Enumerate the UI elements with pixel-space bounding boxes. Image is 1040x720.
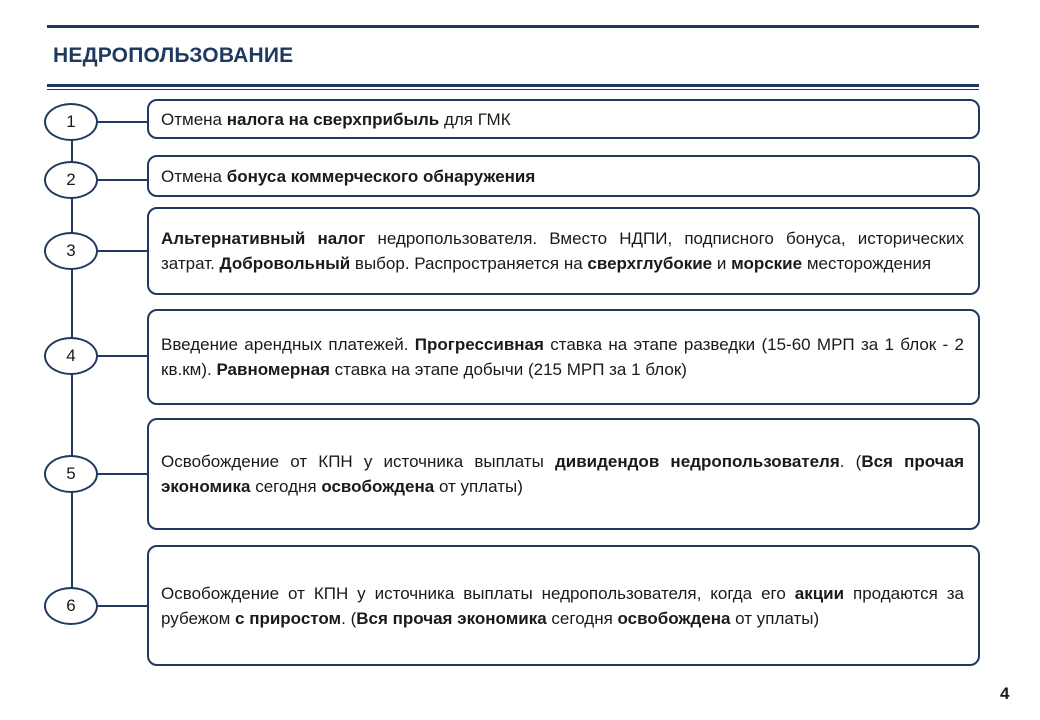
- connector-5: [98, 473, 148, 475]
- page-title: НЕДРОПОЛЬЗОВАНИЕ: [53, 44, 294, 67]
- text-run: Отмена: [161, 109, 227, 129]
- bold-run: дивидендов недропользователя: [554, 452, 840, 471]
- header-bottom-thin-rule: [47, 89, 979, 90]
- bold-run: морские: [731, 254, 803, 273]
- step-number-1: 1: [44, 103, 98, 141]
- step-number-6: 6: [44, 587, 98, 625]
- item-box-2: [147, 155, 980, 197]
- text-run: . (: [341, 608, 357, 628]
- bold-run: Прогрессивная: [414, 335, 544, 354]
- item-text-3: [161, 226, 964, 276]
- text-run: Освобождение от КПН у источника выплаты недропользователя, когда его: [161, 583, 795, 603]
- item-box-6: [147, 545, 980, 666]
- connector-2: [98, 179, 148, 181]
- connector-3: [98, 250, 148, 252]
- step-number-3: 3: [44, 232, 98, 270]
- text-run: и: [712, 254, 732, 273]
- text-run: для ГМК: [439, 109, 511, 129]
- item-text-5: [161, 449, 964, 499]
- bold-run: освобождена: [617, 608, 731, 628]
- bold-run: бонуса коммерческого обнаружения: [226, 166, 536, 186]
- item-box-3: [147, 207, 980, 295]
- text-run: ставка на этапе разведки (15-60 МРП за 1 блок - 2 кв.км).: [161, 335, 964, 379]
- connector-1: [98, 121, 148, 123]
- page-number: 4: [1000, 684, 1010, 703]
- bold-run: Равномерная: [216, 360, 330, 379]
- text-run: сегодня: [546, 608, 618, 628]
- text-run: от уплаты): [730, 608, 820, 628]
- bold-run: налога на сверхприбыль: [226, 109, 440, 129]
- item-box-4: [147, 309, 980, 405]
- step-number-2: 2: [44, 161, 98, 199]
- text-run: ставка на этапе добычи (215 МРП за 1 блок): [329, 360, 687, 379]
- step-number-5: 5: [44, 455, 98, 493]
- bold-run: с приростом: [235, 608, 342, 628]
- bold-run: освобождена: [321, 477, 435, 496]
- text-run: Освобождение от КПН у источника выплаты: [161, 452, 555, 471]
- text-run: от уплаты): [434, 477, 523, 496]
- text-run: продаются за рубежом: [161, 583, 964, 628]
- step-number-4: 4: [44, 337, 98, 375]
- item-text-6: [161, 581, 964, 631]
- bold-run: акции: [794, 583, 845, 603]
- text-run: Введение арендных платежей.: [161, 335, 415, 354]
- item-box-1: [147, 99, 980, 139]
- item-text-2: [161, 164, 964, 189]
- connector-4: [98, 355, 148, 357]
- text-run: . (: [839, 452, 862, 471]
- bold-run: Вся прочая экономика: [356, 608, 547, 628]
- bold-run: Вся прочая экономика: [161, 452, 964, 496]
- text-run: Отмена: [161, 166, 227, 186]
- text-run: выбор. Распространяется на: [350, 254, 588, 273]
- header-bottom-rule: [47, 84, 979, 87]
- text-run: сегодня: [250, 477, 322, 496]
- item-text-4: [161, 332, 964, 382]
- connector-6: [98, 605, 148, 607]
- bold-run: сверхглубокие: [587, 254, 713, 273]
- text-run: недропользователя. Вместо НДПИ, подписного бонуса, исторических затрат.: [161, 229, 964, 273]
- text-run: месторождения: [802, 254, 932, 273]
- bold-run: Добровольный: [219, 254, 351, 273]
- header-top-rule: [47, 25, 979, 28]
- item-box-5: [147, 418, 980, 530]
- item-text-1: [161, 107, 964, 132]
- bold-run: Альтернативный налог: [161, 229, 366, 248]
